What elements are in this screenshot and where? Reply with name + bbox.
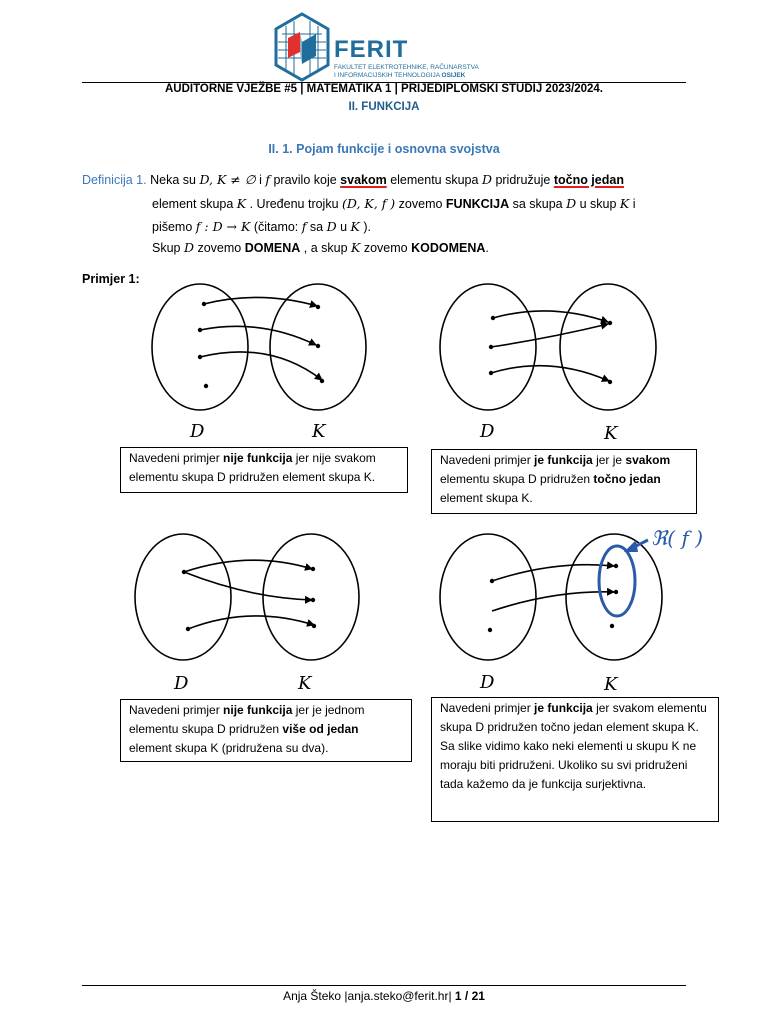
- box-text: jer je jednom elementu skupa D pridružen: [129, 703, 365, 736]
- diagram3-arrow: [184, 572, 312, 600]
- def-text: i: [255, 173, 266, 187]
- diagram1-element: [198, 328, 202, 332]
- diagram4-codomain-set: [566, 534, 662, 660]
- diagram3-arrow: [188, 616, 314, 629]
- diagram1-domain-set: [152, 284, 248, 410]
- def-math: D: [183, 240, 194, 255]
- example2-explanation: [431, 449, 697, 514]
- def-text: i: [629, 197, 636, 211]
- range-label: ℜ( f ): [651, 526, 704, 550]
- def-math: f: [301, 219, 307, 234]
- logo-sub-line2: I INFORMACIJSKIH TEHNOLOGIJA: [334, 71, 440, 79]
- diagram2-arrow: [493, 311, 608, 322]
- def-emphasis-tocno: točno jedan: [553, 173, 624, 187]
- def-text: elementu skupa: [386, 173, 482, 187]
- def-text: , a skup: [300, 241, 352, 255]
- def-text: ).: [359, 220, 371, 234]
- def-text: u: [336, 220, 351, 234]
- def-keyword: KODOMENA: [411, 241, 486, 255]
- box-text: element skupa K (pridružena su dva).: [129, 741, 329, 755]
- diagram1-arrow: [200, 326, 316, 345]
- diagram4-domain-set: [440, 534, 536, 660]
- diagram1-element: [204, 384, 208, 388]
- diagram4-arrow: [492, 565, 614, 581]
- diagram1-codomain-label: K: [312, 421, 326, 442]
- def-keyword: FUNKCIJA: [445, 197, 510, 211]
- diagram3-codomain-label: K: [298, 673, 312, 694]
- diagram2-element: [489, 371, 493, 375]
- diagram2-element: [608, 380, 612, 384]
- box-emphasis: više od jedan: [282, 722, 359, 736]
- diagram3-domain-label: D: [174, 673, 189, 694]
- definition-label: Definicija 1.: [82, 173, 147, 187]
- def-text: .: [485, 241, 489, 255]
- box-emphasis: je funkcija: [534, 701, 593, 715]
- def-text: Neka su: [146, 173, 200, 187]
- diagram1-element: [316, 305, 320, 309]
- diagram4-element: [614, 590, 618, 594]
- diagram1-element: [202, 302, 206, 306]
- box-emphasis: točno jedan: [593, 472, 661, 486]
- diagram2-arrow: [491, 366, 609, 381]
- box-text: jer je: [592, 453, 626, 467]
- box-emphasis: svakom: [625, 453, 671, 467]
- def-text: . Uređenu trojku: [246, 197, 343, 211]
- diagram1-element: [320, 379, 324, 383]
- example-label: Primjer 1:: [82, 272, 140, 286]
- example3-explanation: [120, 699, 412, 762]
- diagram2-element: [608, 321, 612, 325]
- def-math: K: [351, 240, 361, 255]
- box-text: jer svakom elementu skupa D pridružen točno jedan element skupa K. Sa slike vidimo kako neki elementi u skupu K ne moraju biti pridruženi. Ukoliko su svi pridruženi tada kažemo da je funkcija surjektivna.: [440, 701, 707, 791]
- logo-name: FERIT: [334, 36, 409, 63]
- footer-divider: [82, 985, 686, 986]
- box-text: Navedeni primjer: [440, 453, 535, 467]
- example4-explanation: [431, 697, 719, 822]
- def-emphasis-svakom: svakom: [340, 173, 387, 187]
- box-emphasis: nije funkcija: [223, 703, 293, 717]
- example1-explanation: [120, 447, 408, 493]
- diagram2-domain-set: [440, 284, 536, 410]
- diagram4-element: [614, 564, 618, 568]
- diagram3-element: [311, 598, 315, 602]
- diagram3-arrow: [184, 560, 312, 572]
- def-math: f : D → K: [195, 219, 251, 234]
- def-text: (čitamo:: [250, 220, 302, 234]
- diagram2-arrow: [491, 324, 608, 347]
- def-text: u skup: [576, 197, 620, 211]
- diagram3-element: [182, 570, 186, 574]
- box-text: element skupa K.: [440, 491, 533, 505]
- def-math: f: [265, 172, 270, 187]
- page-number: 1 / 21: [454, 989, 485, 1003]
- logo-sub-city: OSIJEK: [441, 71, 466, 79]
- diagram2-element: [489, 345, 493, 349]
- def-math: K: [236, 196, 247, 211]
- footer-author: Anja Šteko |anja.steko@ferit.hr|: [283, 989, 455, 1003]
- box-emphasis: je funkcija: [534, 453, 593, 467]
- box-text: elementu skupa D pridružen: [440, 472, 594, 486]
- diagram3-element: [311, 567, 315, 571]
- def-text: zovemo: [395, 197, 446, 211]
- box-text: Navedeni primjer: [440, 701, 535, 715]
- diagram4-arrow: [492, 592, 614, 611]
- logo-sub-line1: FAKULTET ELEKTROTEHNIKE, RAČUNARSTVA: [334, 64, 479, 71]
- diagram4-element: [488, 628, 492, 632]
- diagram4-element: [490, 579, 494, 583]
- box-text: Navedeni primjer: [129, 451, 224, 465]
- page-footer: [82, 989, 686, 1003]
- def-text: zovemo: [360, 241, 412, 255]
- def-math: K: [619, 196, 630, 211]
- diagram1-arrow: [200, 352, 322, 380]
- diagram3-domain-set: [135, 534, 231, 660]
- def-text: Skup: [152, 241, 184, 255]
- def-math: D, K ≠ ∅: [199, 172, 256, 187]
- def-math: D: [566, 196, 577, 211]
- section-title: II. FUNKCIJA: [348, 101, 420, 113]
- def-math: D: [481, 172, 492, 187]
- diagram1-domain-label: D: [190, 421, 205, 442]
- def-keyword: DOMENA: [244, 241, 301, 255]
- def-text: element skupa: [152, 197, 237, 211]
- diagram4-domain-label: D: [480, 672, 495, 693]
- def-math: D: [326, 219, 337, 234]
- diagram3-element: [312, 624, 316, 628]
- box-emphasis: nije funkcija: [223, 451, 293, 465]
- diagram1-arrow: [204, 297, 317, 306]
- diagram3-element: [186, 627, 190, 631]
- diagram4-element: [610, 624, 614, 628]
- diagram1-element: [316, 344, 320, 348]
- range-pointer-arrowhead: [624, 540, 638, 552]
- diagram2-element: [491, 316, 495, 320]
- def-text: pravilo koje: [269, 173, 341, 187]
- diagram2-domain-label: D: [480, 421, 495, 442]
- diagram4-codomain-label: K: [604, 674, 618, 695]
- subsection-title: II. 1. Pojam funkcije i osnovna svojstva: [268, 142, 500, 156]
- def-text: sa skupa: [509, 197, 567, 211]
- def-text: zovemo: [194, 241, 245, 255]
- def-text: pridružuje: [491, 173, 554, 187]
- box-text: Navedeni primjer: [129, 703, 224, 717]
- def-text: sa: [306, 220, 327, 234]
- diagram2-codomain-set: [560, 284, 656, 410]
- header-title: AUDITORNE VJEŽBE #5 | MATEMATIKA 1 | PRIJEDIPLOMSKI STUDIJ 2023/2024.: [164, 83, 603, 95]
- def-math: K: [350, 219, 360, 234]
- box-text: jer nije svakom elementu skupa D pridružen element skupa K.: [129, 451, 376, 484]
- diagram1-element: [198, 355, 202, 359]
- diagram4-range-highlight: [599, 546, 635, 616]
- def-text: pišemo: [152, 220, 196, 234]
- def-math: (D, K, f ): [342, 196, 396, 211]
- diagram2-codomain-label: K: [604, 423, 618, 444]
